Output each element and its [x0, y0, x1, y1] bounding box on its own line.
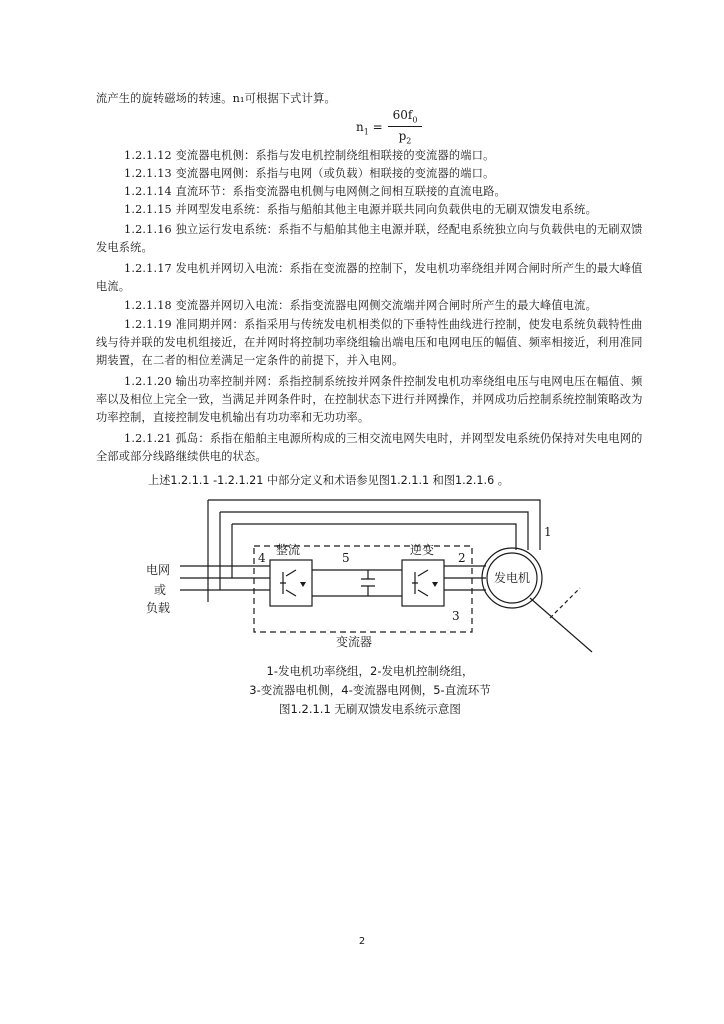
definition-1-2-1-14: 1.2.1.14 直流环节：系指变流器电机侧与电网侧之间相互联接的直流电路。 [124, 185, 506, 198]
page-number: 2 [358, 936, 366, 947]
figure-intro: 上述1.2.1.1 -1.2.1.21 中部分定义和术语参见图1.2.1.1 和图1.2.1.6 。 [148, 474, 509, 487]
inverter-label: 逆变 [410, 543, 435, 557]
label-5: 5 [342, 551, 350, 565]
definition-1-2-1-18: 1.2.1.18 变流器并网切入电流：系指变流器电网侧交流端并网合闸时所产生的最大峰值电流。 [124, 299, 597, 312]
caption-line-1: 1-发电机功率绕组，2-发电机控制绕组， [266, 664, 474, 678]
caption-line-2: 3-变流器电机侧，4-变流器电网侧，5-直流环节 [249, 683, 491, 697]
converter-label: 变流器 [336, 635, 373, 649]
formula-lhs: $n_1$ = [356, 120, 383, 137]
definition-1-2-1-13: 1.2.1.13 变流器电网侧：系指与电网（或负载）相联接的变流器的端口。 [124, 167, 495, 180]
generator-label: 发电机 [494, 571, 531, 585]
definition-1-2-1-15: 1.2.1.15 并网型发电系统：系指与船舶其他主电源并联共同向负载供电的无刷双馈发电系统。 [124, 203, 597, 216]
grid-bus [180, 566, 270, 590]
generator-shaft [530, 598, 592, 652]
definition-1-2-1-19: 1.2.1.19 准同期并网：系指采用与传统发电机相类似的下垂特性曲线进行控制，使发电系统负载特性曲线与待并联的发电机组接近，在并网时将控制功率绕组输出端电压和电网电压的幅值、频率相接近，利用准同期装置，在二者的相位差满足一定条件的前提下，并入电网。 [96, 318, 643, 367]
formula-numerator: $60f_0$ [388, 108, 422, 127]
definition-1-2-1-21: 1.2.1.21 孤岛：系指在船舶主电源所构成的三相交流电网失电时，并网型发电系统仍保持对失电电网的全部或部分线路继续供电的状态。 [96, 432, 643, 463]
label-2: 2 [458, 551, 466, 565]
grid-label-1: 电网 [146, 563, 171, 577]
converter-boundary [254, 546, 472, 632]
label-4: 4 [258, 551, 266, 565]
definition-1-2-1-20: 1.2.1.20 输出功率控制并网：系指控制系统按并网条件控制发电机功率绕组电压与电网电压在幅值、频率以及相位上完全一致，当满足并网条件时，在控制状态下进行并网操作，并网成功后控制系统控制策略改为功率控制，直接控制发电机输出有功功率和无功功率。 [96, 375, 643, 424]
brushless-doubly-fed-diagram [140, 490, 610, 660]
inverter-box [402, 560, 444, 606]
grid-label-3: 负载 [146, 601, 171, 615]
rectifier-label: 整流 [276, 543, 301, 557]
control-winding-lines [444, 566, 486, 590]
dc-capacitor [361, 570, 375, 596]
definition-1-2-1-17: 1.2.1.17 发电机并网切入电流：系指在变流器的控制下，发电机功率绕组并网合闸时所产生的最大峰值电流。 [96, 262, 643, 293]
definition-1-2-1-16: 1.2.1.16 独立运行发电系统：系指不与船舶其他主电源并联，经配电系统独立向与负载供电的无刷双馈发电系统。 [96, 223, 643, 254]
label-3: 3 [452, 609, 460, 623]
definition-1-2-1-12: 1.2.1.12 变流器电机侧：系指与发电机控制绕组相联接的变流器的端口。 [124, 149, 495, 162]
formula-denominator: $p_2$ [398, 129, 412, 146]
label-1: 1 [544, 525, 552, 539]
paragraph-rotation-speed: 流产生的旋转磁场的转速。n₁可根据下式计算。 [96, 92, 336, 105]
rectifier-box [270, 560, 312, 606]
figure-title: 图1.2.1.1 无刷双馈发电系统示意图 [279, 702, 461, 716]
formula-fraction [388, 108, 422, 146]
grid-label-2: 或 [154, 583, 167, 597]
power-winding-line-1 [208, 500, 540, 550]
dc-link [312, 570, 402, 596]
power-winding-line-2 [220, 512, 528, 550]
